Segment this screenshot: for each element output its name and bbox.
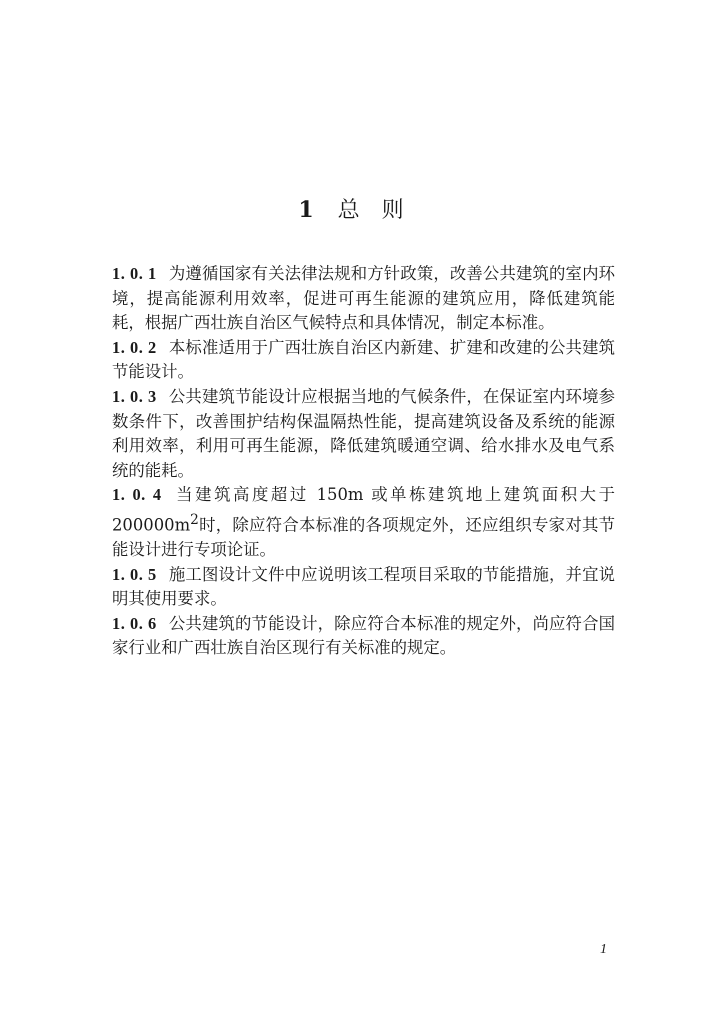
page-number: 1 — [600, 942, 607, 957]
clause-1-0-1 — [112, 262, 615, 336]
clause-1-0-4 — [112, 483, 615, 562]
superscript: 2 — [190, 511, 199, 528]
clause-1-0-3 — [112, 385, 615, 483]
clause-number: 1. 0. 3 — [112, 386, 157, 406]
clause-text: 公共建筑的节能设计，除应符合本标准的规定外，尚应符合国家行业和广西壮族自治区现行有关标准的规定。 — [112, 613, 616, 658]
clause-number: 1. 0. 1 — [112, 264, 157, 283]
clause-number: 1. 0. 5 — [112, 564, 157, 584]
clause-1-0-5 — [112, 563, 615, 612]
clause-text-before: 当建筑高度超过 150m 或单栋建筑地上建筑面积大于 200000m — [112, 485, 615, 535]
clause-1-0-6 — [112, 612, 615, 661]
clause-text-after: 时，除应符合本标准的各项规定外，还应组织专家对其节能设计进行专项论证。 — [112, 515, 615, 559]
chapter-title — [0, 193, 724, 224]
clause-1-0-2 — [112, 336, 615, 385]
chapter-number: 1 — [298, 197, 314, 223]
clause-text: 本标准适用于广西壮族自治区内新建、扩建和改建的公共建筑节能设计。 — [112, 337, 616, 382]
clause-list — [112, 262, 615, 661]
clause-text: 为遵循国家有关法律法规和方针政策，改善公共建筑的室内环境，提高能源利用效率，促进可再生能源的建筑应用，降低建筑能耗，根据广西壮族自治区气候特点和具体情况，制定本标准。 — [112, 264, 616, 333]
clause-number: 1. 0. 6 — [112, 613, 157, 633]
clause-number: 1. 0. 4 — [112, 485, 162, 505]
clause-number: 1. 0. 2 — [112, 337, 157, 357]
clause-text: 公共建筑节能设计应根据当地的气候条件，在保证室内环境参数条件下，改善围护结构保温隔热性能，提高建筑设备及系统的能源利用效率，利用可再生能源，降低建筑暖通空调、给水排水及电气系统的能耗。 — [112, 386, 616, 480]
clause-text: 施工图设计文件中应说明该工程项目采取的节能措施，并宜说明其使用要求。 — [112, 564, 616, 609]
chapter-title-text: 总则 — [337, 198, 426, 223]
